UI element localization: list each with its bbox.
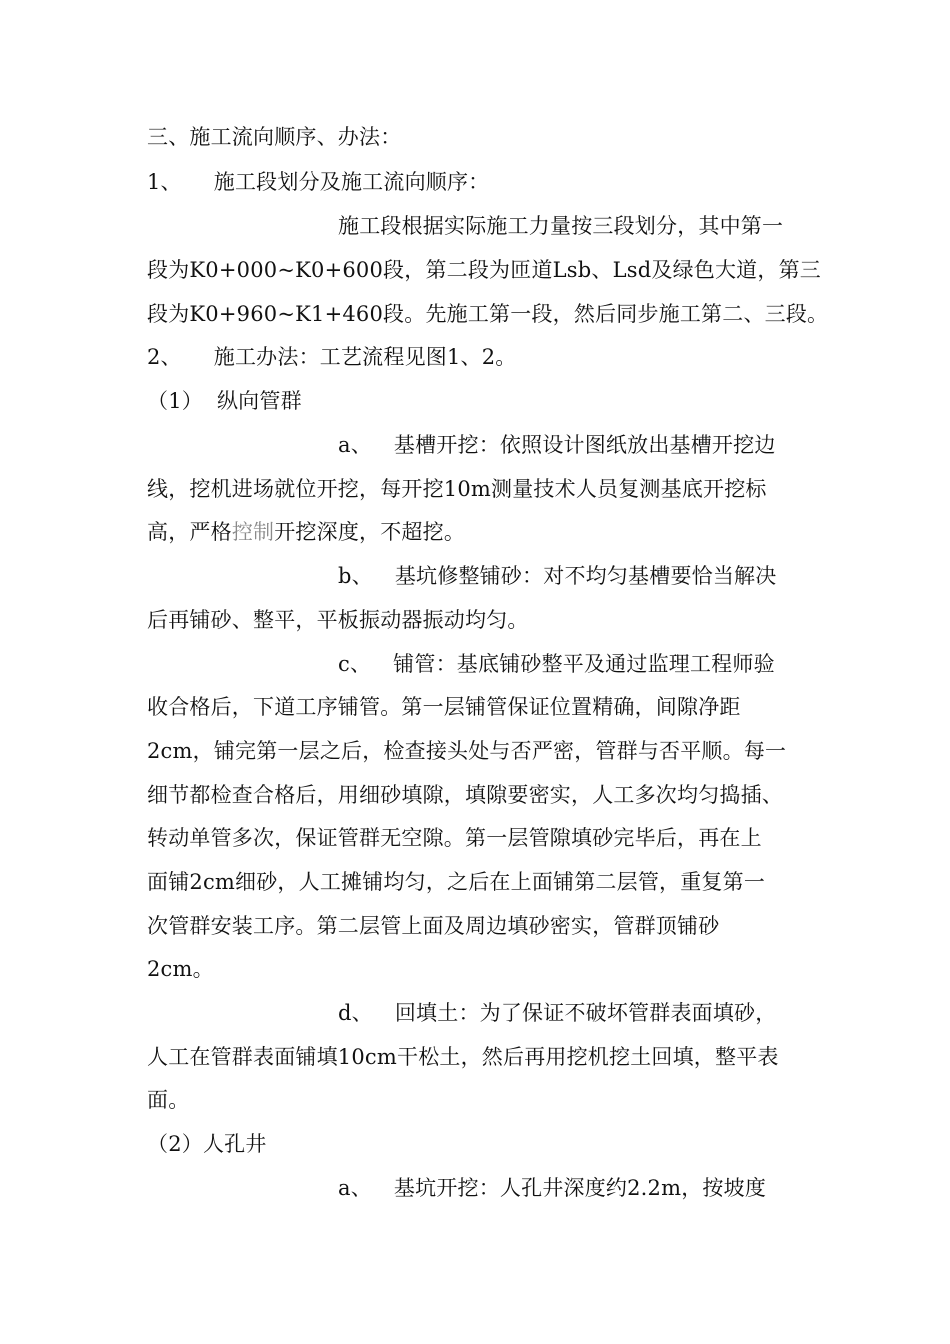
step-b-text: 基坑修整铺砂：对不均匀基槽要恰当解决 — [394, 564, 777, 588]
step-c-line-3: 2cm，铺完第一层之后，检查接头处与否严密，管群与否平顺。每一 — [147, 739, 787, 763]
step-a-line-3-post: 开挖深度，不超挖。 — [274, 520, 466, 544]
step-a-line-3 — [147, 517, 465, 547]
step-d-line-2: 人工在管群表面铺填10cm干松土，然后再用挖机挖土回填，整平表 — [147, 1045, 779, 1069]
step-c-line-6: 面铺2cm细砂，人工摊铺均匀，之后在上面铺第二层管，重复第一 — [147, 870, 766, 894]
step-c-text: 铺管：基底铺砂整平及通过监理工程师验 — [393, 652, 775, 676]
step-a-line-1 — [338, 430, 776, 460]
step-e-text: 基坑开挖：人孔井深度约2.2m，按坡度 — [393, 1176, 767, 1200]
step-c-line-5: 转动单管多次，保证管群无空隙。第一层管隙填砂完毕后，再在上 — [147, 826, 762, 850]
step-c-line-4: 细节都检查合格后，用细砂填隙，填隙要密实，人工多次均匀捣插、 — [147, 783, 783, 807]
paragraph-1-line-1: 施工段根据实际施工力量按三段划分，其中第一 — [338, 214, 784, 238]
step-b-line-2: 后再铺砂、整平，平板振动器振动均匀。 — [147, 608, 529, 632]
step-d-text: 回填土：为了保证不破坏管群表面填砂， — [394, 1001, 777, 1025]
section-heading: 三、施工流向顺序、办法： — [147, 125, 402, 149]
step-c-number: c、 — [338, 652, 372, 676]
step-a-line-3-pre: 高，严格 — [147, 520, 232, 544]
subsection-1-number: （1） — [147, 389, 203, 413]
item-2-number: 2、 — [147, 345, 182, 369]
item-1-number: 1、 — [147, 170, 182, 194]
item-1-title: 施工段划分及施工流向顺序： — [213, 170, 490, 194]
paragraph-1-line-3: 段为K0+960~K1+460段。先施工第一段，然后同步施工第二、三段。 — [147, 302, 829, 326]
item-2 — [147, 342, 517, 372]
step-d-line-3: 面。 — [147, 1088, 190, 1112]
step-a-text: 基槽开挖：依照设计图纸放出基槽开挖边 — [393, 433, 776, 457]
item-2-title: 施工办法：工艺流程见图1、2。 — [213, 345, 517, 369]
step-e-line-1 — [338, 1173, 766, 1203]
step-b-line-1 — [338, 561, 776, 591]
step-a-line-2: 线，挖机进场就位开挖，每开挖10m测量技术人员复测基底开挖标 — [147, 477, 767, 501]
step-c-line-8: 2cm。 — [147, 957, 214, 981]
item-1 — [147, 167, 489, 197]
step-a-line-3-gray: 控制 — [231, 520, 275, 544]
subsection-1-title: 纵向管群 — [216, 389, 302, 413]
step-d-number: d、 — [338, 1001, 373, 1025]
step-d-line-1 — [338, 998, 776, 1028]
step-a-number: a、 — [338, 433, 372, 457]
paragraph-1-line-2: 段为K0+000~K0+600段，第二段为匝道Lsb、Lsd及绿色大道，第三 — [147, 258, 821, 282]
step-b-number: b、 — [338, 564, 373, 588]
subsection-1 — [147, 386, 302, 416]
subsection-2: （2）人孔井 — [147, 1132, 267, 1156]
step-e-number: a、 — [338, 1176, 372, 1200]
step-c-line-2: 收合格后，下道工序铺管。第一层铺管保证位置精确，间隙净距 — [147, 695, 741, 719]
step-c-line-1 — [338, 649, 775, 679]
step-c-line-7: 次管群安装工序。第二层管上面及周边填砂密实，管群顶铺砂 — [147, 914, 720, 938]
